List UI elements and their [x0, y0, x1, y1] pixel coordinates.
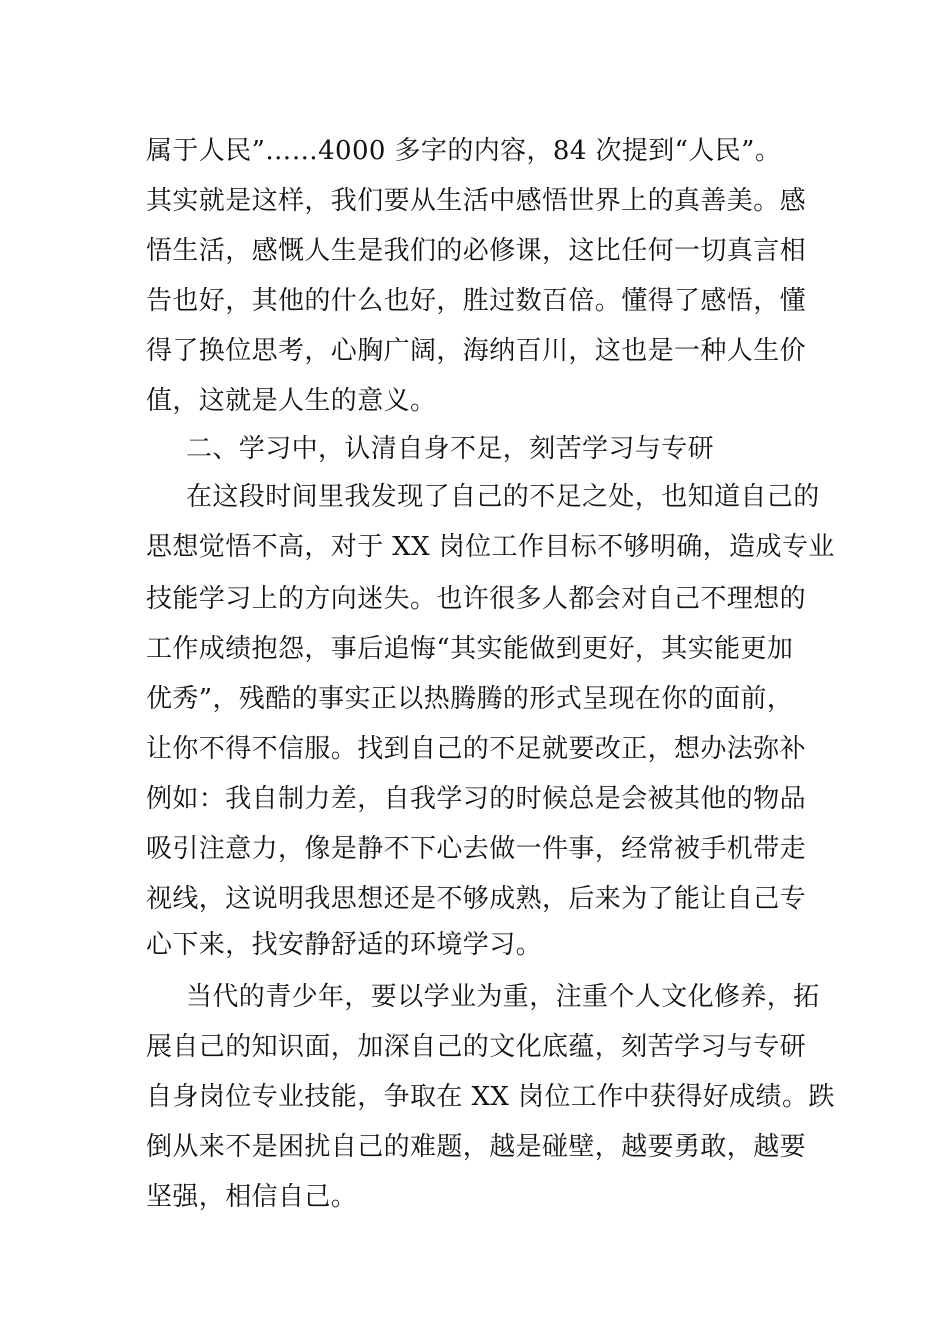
text-line: 让你不得不信服。找到自己的不足就要改正，想办法弥补	[146, 734, 807, 764]
text-line: 坚强，相信自己。	[146, 1182, 358, 1212]
text-line: 在这段时间里我发现了自己的不足之处，也知道自己的	[186, 482, 820, 512]
text-line: 思想觉悟不高，对于 XX 岗位工作目标不够明确，造成专业	[146, 532, 835, 562]
text-line: 例如：我自制力差，自我学习的时候总是会被其他的物品	[146, 784, 807, 814]
text-line: 吸引注意力，像是静不下心去做一件事，经常被手机带走	[146, 834, 807, 864]
text-line: 视线，这说明我思想还是不够成熟，后来为了能让自己专	[146, 884, 807, 914]
text-line: 心下来，找安静舒适的环境学习。	[146, 930, 543, 960]
text-line: 技能学习上的方向迷失。也许很多人都会对自己不理想的	[146, 584, 807, 614]
text-line: 悟生活，感慨人生是我们的必修课，这比任何一切真言相	[146, 236, 807, 266]
text-line: 属于人民”……4000 多字的内容，84 次提到“人民”。	[146, 136, 782, 166]
text-line: 其实就是这样，我们要从生活中感悟世界上的真善美。感	[146, 186, 807, 216]
text-line: 告也好，其他的什么也好，胜过数百倍。懂得了感悟，懂	[146, 286, 807, 316]
text-line: 当代的青少年，要以学业为重，注重个人文化修养，拓	[186, 982, 820, 1012]
text-line: 得了换位思考，心胸广阔，海纳百川，这也是一种人生价	[146, 336, 807, 366]
text-line: 展自己的知识面，加深自己的文化底蕴，刻苦学习与专研	[146, 1032, 807, 1062]
text-line: 自身岗位专业技能，争取在 XX 岗位工作中获得好成绩。跌	[146, 1082, 835, 1112]
text-line: 倒从来不是困扰自己的难题，越是碰壁，越要勇敢，越要	[146, 1132, 807, 1162]
text-line: 优秀”，残酷的事实正以热腾腾的形式呈现在你的面前，	[146, 684, 794, 714]
section-heading: 二、学习中，认清自身不足，刻苦学习与专研	[186, 434, 715, 464]
text-line: 值，这就是人生的意义。	[146, 386, 437, 416]
text-line: 工作成绩抱怨，事后追悔“其实能做到更好，其实能更加	[146, 634, 794, 664]
